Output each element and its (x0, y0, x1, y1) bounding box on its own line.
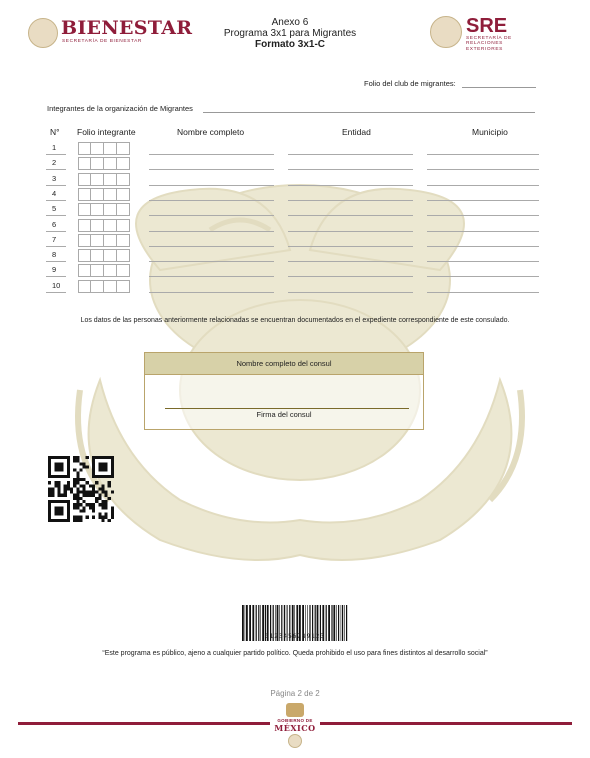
name-field[interactable] (149, 261, 274, 262)
municipality-field[interactable] (427, 246, 539, 247)
row-number-underline (46, 292, 66, 293)
folio-integrante-field[interactable] (78, 264, 130, 278)
bienestar-logo (28, 16, 193, 50)
state-field[interactable] (288, 169, 413, 170)
consul-signature-label: Firma del consul (256, 410, 312, 419)
integrantes-field[interactable] (203, 112, 535, 113)
name-field[interactable] (149, 169, 274, 170)
row-number-underline (46, 185, 66, 186)
folio-digit-box[interactable] (104, 188, 117, 201)
state-field[interactable] (288, 154, 413, 155)
row-number-underline (46, 200, 66, 201)
folio-club-field[interactable] (462, 87, 536, 88)
folio-digit-box[interactable] (117, 249, 130, 262)
row-number: 8 (52, 250, 57, 259)
name-field[interactable] (149, 292, 274, 293)
state-field[interactable] (288, 215, 413, 216)
folio-digit-box[interactable] (117, 264, 130, 277)
folio-digit-box[interactable] (78, 188, 91, 201)
folio-digit-box[interactable] (117, 219, 130, 232)
folio-digit-box[interactable] (104, 157, 117, 170)
folio-digit-box[interactable] (91, 142, 104, 155)
barcode-number: 0123456789123 (265, 633, 325, 640)
folio-digit-box[interactable] (91, 203, 104, 216)
folio-digit-box[interactable] (104, 234, 117, 247)
folio-integrante-field[interactable] (78, 188, 130, 202)
folio-digit-box[interactable] (78, 264, 91, 277)
footer-logo-line2: MÉXICO (274, 723, 316, 733)
municipality-field[interactable] (427, 261, 539, 262)
name-field[interactable] (149, 276, 274, 277)
folio-club-label: Folio del club de migrantes: (364, 79, 456, 88)
disclaimer-text: “Este programa es público, ajeno a cualquier partido político. Queda prohibido el uso para fines distintos al desarrollo social” (102, 650, 488, 657)
folio-digit-box[interactable] (78, 280, 91, 293)
consulate-note: Los datos de las personas anteriormente relacionadas se encuentran documentados en el expediente correspondiente de este consulado. (80, 317, 510, 324)
bienestar-logo-subtitle: SECRETARÍA DE BIENESTAR (62, 39, 142, 44)
folio-digit-box[interactable] (117, 173, 130, 186)
page-number: Página 2 de 2 (270, 689, 320, 698)
state-field[interactable] (288, 246, 413, 247)
document-title (200, 17, 380, 50)
folio-digit-box[interactable] (91, 173, 104, 186)
folio-digit-box[interactable] (104, 219, 117, 232)
folio-digit-box[interactable] (91, 249, 104, 262)
row-number: 6 (52, 220, 57, 229)
folio-digit-box[interactable] (91, 188, 104, 201)
name-field[interactable] (149, 154, 274, 155)
row-number-underline (46, 276, 66, 277)
folio-integrante-field[interactable] (78, 173, 130, 187)
name-field[interactable] (149, 231, 274, 232)
municipality-field[interactable] (427, 185, 539, 186)
municipality-field[interactable] (427, 276, 539, 277)
eagle-emblem-icon (28, 18, 58, 48)
folio-digit-box[interactable] (91, 157, 104, 170)
folio-digit-box[interactable] (78, 234, 91, 247)
name-field[interactable] (149, 185, 274, 186)
folio-digit-box[interactable] (78, 142, 91, 155)
row-number-underline (46, 261, 66, 262)
folio-digit-box[interactable] (91, 264, 104, 277)
column-header-municipality: Municipio (472, 127, 508, 137)
consul-name-label: Nombre completo del consul (145, 353, 423, 375)
footer-bar-right (320, 722, 572, 725)
title-annex: Anexo 6 (271, 17, 309, 28)
column-header-name: Nombre completo (177, 127, 245, 137)
folio-integrante-field[interactable] (78, 280, 130, 294)
title-format: Formato 3x1-C (254, 39, 325, 50)
row-number: 10 (52, 281, 61, 290)
folio-integrante-field[interactable] (78, 249, 130, 263)
folio-digit-box[interactable] (117, 203, 130, 216)
folio-integrante-field[interactable] (78, 142, 130, 156)
consul-signature-box (144, 352, 424, 430)
state-field[interactable] (288, 200, 413, 201)
municipality-field[interactable] (427, 154, 539, 155)
row-number: 5 (52, 204, 57, 213)
building-icon (286, 703, 304, 717)
eagle-emblem-icon (430, 16, 462, 48)
column-header-state: Entidad (342, 127, 371, 137)
municipality-field[interactable] (427, 231, 539, 232)
folio-digit-box[interactable] (104, 249, 117, 262)
folio-digit-box[interactable] (117, 188, 130, 201)
folio-integrante-field[interactable] (78, 234, 130, 248)
municipality-field[interactable] (427, 292, 539, 293)
folio-integrante-field[interactable] (78, 203, 130, 217)
folio-digit-box[interactable] (117, 142, 130, 155)
sre-logo-subtitle: SECRETARÍA DE RELACIONES EXTERIORES (466, 36, 512, 52)
integrantes-label: Integrantes de la organización de Migrantes (47, 104, 193, 113)
state-field[interactable] (288, 185, 413, 186)
row-number: 1 (52, 143, 57, 152)
state-field[interactable] (288, 261, 413, 262)
folio-digit-box[interactable] (117, 157, 130, 170)
municipality-field[interactable] (427, 215, 539, 216)
row-number: 9 (52, 265, 57, 274)
row-number: 7 (52, 235, 57, 244)
sre-logo-name: SRE (466, 15, 508, 37)
row-number-underline (46, 169, 66, 170)
column-header-number: N° (50, 127, 60, 137)
name-field[interactable] (149, 246, 274, 247)
row-number-underline (46, 154, 66, 155)
folio-digit-box[interactable] (117, 280, 130, 293)
folio-digit-box[interactable] (78, 173, 91, 186)
footer-logo-line1: GOBIERNO DE (277, 718, 313, 723)
name-field[interactable] (149, 200, 274, 201)
folio-integrante-field[interactable] (78, 219, 130, 233)
folio-integrante-field[interactable] (78, 157, 130, 171)
folio-digit-box[interactable] (78, 203, 91, 216)
title-program: Programa 3x1 para Migrantes (223, 28, 357, 39)
folio-digit-box[interactable] (117, 234, 130, 247)
state-field[interactable] (288, 276, 413, 277)
row-number: 3 (52, 174, 57, 183)
gobierno-de-mexico-logo (270, 703, 320, 753)
sre-logo (430, 16, 550, 52)
consul-signature-field[interactable] (165, 408, 409, 409)
row-number: 4 (52, 189, 57, 198)
folio-digit-box[interactable] (104, 264, 117, 277)
bienestar-logo-name: BIENESTAR (61, 17, 193, 39)
state-field[interactable] (288, 292, 413, 293)
row-number-underline (46, 231, 66, 232)
folio-digit-box[interactable] (91, 219, 104, 232)
row-number: 2 (52, 158, 57, 167)
footer-bar-left (18, 722, 270, 725)
seal-icon (288, 734, 302, 748)
name-field[interactable] (149, 215, 274, 216)
folio-digit-box[interactable] (104, 280, 117, 293)
folio-digit-box[interactable] (104, 203, 117, 216)
folio-digit-box[interactable] (78, 219, 91, 232)
folio-digit-box[interactable] (104, 142, 117, 155)
state-field[interactable] (288, 231, 413, 232)
folio-digit-box[interactable] (78, 249, 91, 262)
folio-digit-box[interactable] (91, 234, 104, 247)
row-number-underline (46, 246, 66, 247)
folio-digit-box[interactable] (78, 157, 91, 170)
column-header-folio: Folio integrante (77, 127, 136, 137)
qr-code (46, 456, 116, 522)
municipality-field[interactable] (427, 169, 539, 170)
municipality-field[interactable] (427, 200, 539, 201)
folio-digit-box[interactable] (91, 280, 104, 293)
folio-digit-box[interactable] (104, 173, 117, 186)
row-number-underline (46, 215, 66, 216)
